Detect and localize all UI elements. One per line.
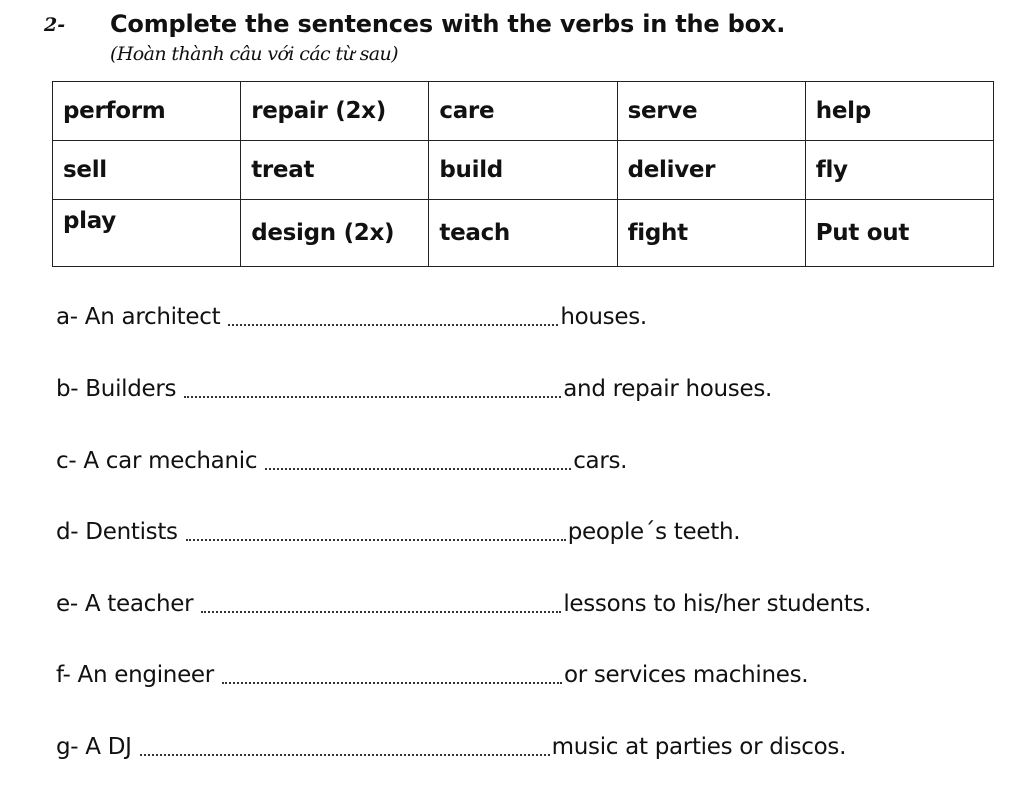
- verb-box-row: [53, 200, 994, 267]
- verb-cell: serve: [617, 82, 805, 141]
- sentence-prefix: c- A car mechanic: [56, 448, 258, 474]
- answer-blank[interactable]: [265, 448, 571, 470]
- verb-cell: Put out: [805, 200, 993, 267]
- verb-cell: repair (2x): [241, 82, 429, 141]
- sentence-suffix: or services machines.: [563, 662, 809, 688]
- verb-cell: fight: [617, 200, 805, 267]
- verb-cell: care: [429, 82, 617, 141]
- verb-box-row: [53, 82, 994, 141]
- sentence-suffix: people´s teeth.: [567, 519, 741, 545]
- verb-cell: play: [53, 200, 241, 267]
- answer-blank[interactable]: [222, 662, 562, 684]
- verb-cell: teach: [429, 200, 617, 267]
- sentence-suffix: and repair houses.: [563, 376, 773, 402]
- verb-cell: deliver: [617, 141, 805, 200]
- sentence-prefix: f- An engineer: [56, 662, 214, 688]
- sentence-prefix: a- An architect: [56, 304, 221, 330]
- sentence-suffix: music at parties or discos.: [551, 734, 847, 760]
- sentence-d: [56, 511, 740, 545]
- verb-cell: fly: [805, 141, 993, 200]
- exercise-number: 2-: [44, 14, 66, 36]
- answer-blank[interactable]: [228, 304, 558, 326]
- sentence-suffix: houses.: [560, 304, 647, 330]
- verb-box-table: [52, 81, 994, 267]
- sentence-prefix: d- Dentists: [56, 519, 178, 545]
- sentence-f: [56, 654, 808, 688]
- answer-blank[interactable]: [140, 734, 550, 756]
- verb-cell: sell: [53, 141, 241, 200]
- sentence-suffix: lessons to his/her students.: [563, 591, 872, 617]
- sentence-prefix: e- A teacher: [56, 591, 194, 617]
- sentence-prefix: b- Builders: [56, 376, 177, 402]
- sentence-c: [56, 440, 627, 474]
- verb-cell: build: [429, 141, 617, 200]
- sentence-a: [56, 296, 647, 330]
- exercise-title: Complete the sentences with the verbs in the box.: [110, 10, 786, 38]
- verb-box-row: [53, 141, 994, 200]
- verb-cell: help: [805, 82, 993, 141]
- verb-cell: treat: [241, 141, 429, 200]
- sentence-b: [56, 368, 772, 402]
- sentence-prefix: g- A DJ: [56, 734, 132, 760]
- sentence-g: [56, 726, 846, 760]
- verb-cell: design (2x): [241, 200, 429, 267]
- verb-cell: perform: [53, 82, 241, 141]
- sentence-suffix: cars.: [573, 448, 628, 474]
- sentence-e: [56, 583, 871, 617]
- answer-blank[interactable]: [186, 519, 566, 541]
- answer-blank[interactable]: [184, 376, 561, 398]
- exercise-subtitle: (Hoàn thành câu với các từ sau): [110, 43, 398, 65]
- answer-blank[interactable]: [201, 591, 561, 613]
